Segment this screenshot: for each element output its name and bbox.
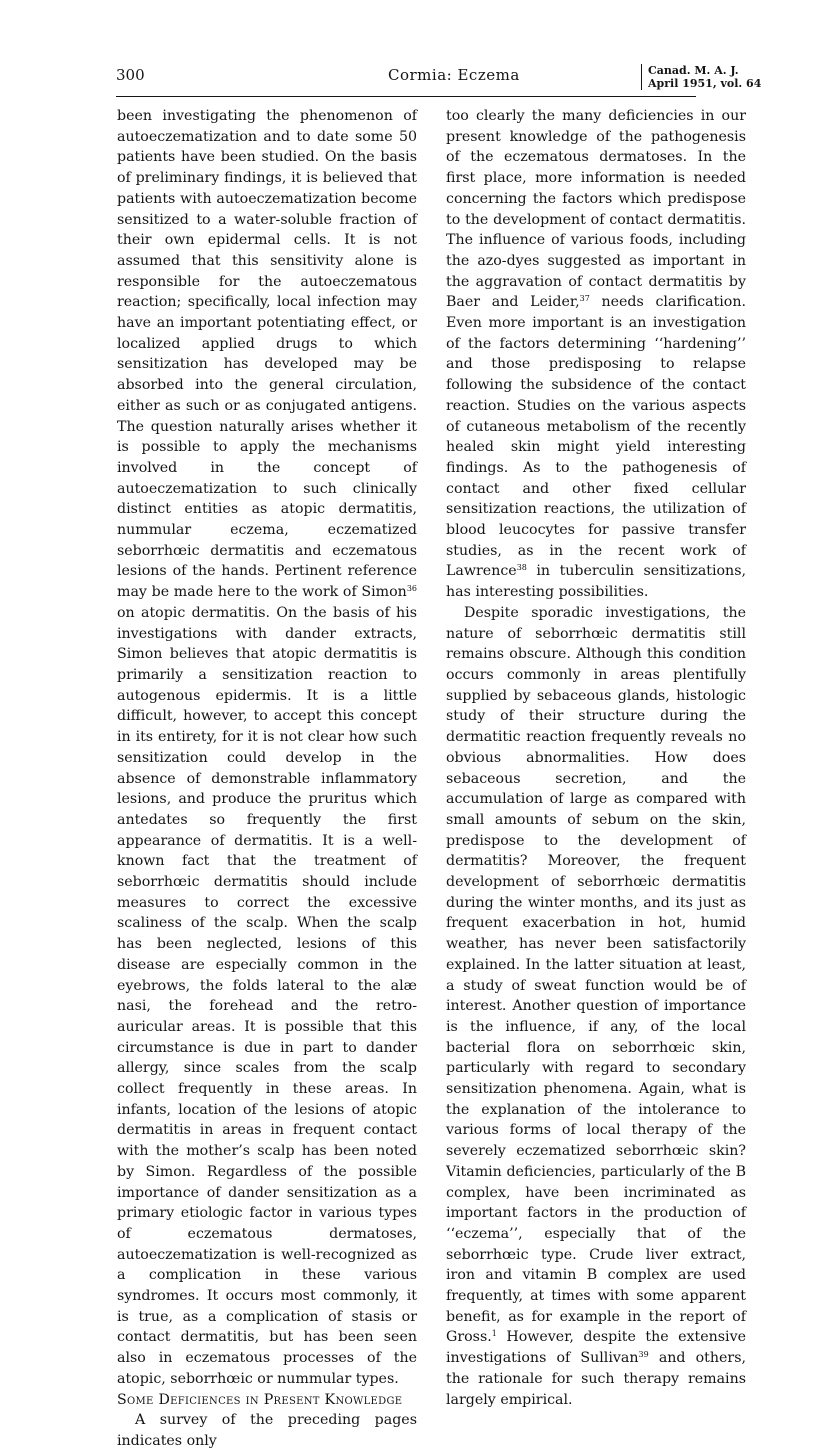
reference-marker: 39 xyxy=(638,1350,649,1360)
body-paragraph xyxy=(446,106,746,603)
body-paragraph: A survey of the preceding pages indicates only xyxy=(117,1412,417,1449)
paragraph-text: However, despite the extensive investigations of Sullivan xyxy=(446,1329,746,1367)
page-header xyxy=(116,64,816,94)
reference-marker: 38 xyxy=(516,563,527,573)
journal-date-volume: April 1951, vol. 64 xyxy=(648,77,762,90)
header-rule xyxy=(116,96,696,97)
reference-marker: 1 xyxy=(491,1329,497,1339)
section-heading: Some Deficiences in Present Knowledge xyxy=(117,1391,403,1408)
paragraph-text: and others, the rationale for such therapy remains largely empirical. xyxy=(446,1350,746,1408)
right-column xyxy=(446,106,746,1410)
paragraph-text: on atopic dermatitis. On the basis of his investigations with dander extracts, Simon believes that atopic dermatitis is primarily a sensitization reaction to autogenous epidermis. It is a little difficult, however, to accept this concept in its entirety, for it is not clear how such sensitization could develop in the absence of demonstrable inflammatory lesions, and produce the pruritus which antedates so frequently the first appearance of dermatitis. It is a well-known fact that the treatment of seborrhœic dermatitis should include measures to correct the excessive scaliness of the scalp. When the scalp has been neglected, lesions of this disease are especially common in the eyebrows, the folds lateral to the alæ nasi, the forehead and the retro-auricular areas. It is possible that this circumstance is due in part to dander allergy, since scales from the scalp collect frequently in these areas. In infants, location of the lesions of atopic dermatitis in areas in frequent contact with the mother’s scalp has been noted by Simon. Regardless of the possible importance of dander sensitization as a primary etiologic factor in various types of eczematous dermatoses, autoeczematization is well-recognized as a complication in these various syndromes. It occurs most commonly, it is true, as a complication of stasis or contact dermatitis, but has been seen also in eczematous processes of the atopic, seborrhœic or nummular types. xyxy=(117,604,417,1387)
paragraph-text: in tuberculin sensitizations, has interesting possibilities. xyxy=(446,563,746,601)
journal-reference xyxy=(641,64,761,90)
page-number: 300 xyxy=(116,66,145,84)
running-title: Cormia: Eczema xyxy=(388,66,520,84)
body-paragraph xyxy=(117,106,417,1390)
paragraph-text: needs clarification. Even more important is an investigation of the factors determining ‘‘hardening’’ and those predisposing to relapse following the subsidence of the contact reaction. Studies on the various aspects of cutaneous metabolism of the recently healed skin might yield interesting findings. As to the pathogenesis of contact and other fixed cellular sensitization reactions, the utilization of blood leucocytes for passive transfer studies, as in the recent work of Lawrence xyxy=(446,294,747,580)
reference-marker: 37 xyxy=(579,294,590,304)
body-paragraph xyxy=(446,603,746,1410)
paragraph-text: been investigating the phenomenon of autoeczematization and to date some 50 patients have been studied. On the basis of preliminary findings, it is believed that patients with autoeczematization become sensitized to a water-soluble fraction of their own epidermal cells. It is not assumed that this sensitivity alone is responsible for the autoeczematous reaction; specifically, local infection may have an important potentiating effect, or localized applied drugs to which sensitization has developed may be absorbed into the general circulation, either as such or as conjugated antigens. The question naturally arises whether it is possible to apply the mechanisms involved in the concept of autoeczematization to such clinically distinct entities as atopic dermatitis, nummular eczema, eczematized seborrhœic dermatitis and eczematous lesions of the hands. Pertinent reference may be made here to the work of Simon xyxy=(117,108,417,601)
reference-marker: 36 xyxy=(406,584,417,594)
paragraph-text: too clearly the many deficiencies in our present knowledge of the pathogenesis of the eczematous dermatoses. In the first place, more information is needed concerning the factors which predispose to the development of contact dermatitis. The influence of various foods, including the azo-dyes suggested as important in the aggravation of contact dermatitis by Baer and Leider, xyxy=(446,108,746,311)
paragraph-text: Despite sporadic investigations, the nature of seborrhœic dermatitis still remains obscure. Although this condition occurs commonly in areas plentifully supplied by sebaceous glands, histologic study of their structure during the dermatitic reaction frequently reveals no obvious abnormalities. How does sebaceous secretion, and the accumulation of large as compared with small amounts of sebum on the skin, predispose to the development of dermatitis? Moreover, the frequent development of seborrhœic dermatitis during the winter months, and its just as frequent exacerbation in hot, humid weather, has never been satisfactorily explained. In the latter situation at least, a study of sweat function would be of interest. Another question of importance is the influence, if any, of the local bacterial flora on seborrhœic skin, particularly with regard to secondary sensitization phenomena. Again, what is the explanation of the intolerance to various forms of local therapy of the severely eczematized seborrhœic skin? Vitamin deficiencies, particularly of the B complex, have been incriminated as important factors in the production of ‘‘eczema’’, especially that of the seborrhœic type. Crude liver extract, iron and vitamin B complex are used frequently, at times with some apparent benefit, as for example in the report of Gross. xyxy=(446,604,746,1346)
journal-name: Canad. M. A. J. xyxy=(648,64,739,77)
left-column xyxy=(117,106,417,1452)
